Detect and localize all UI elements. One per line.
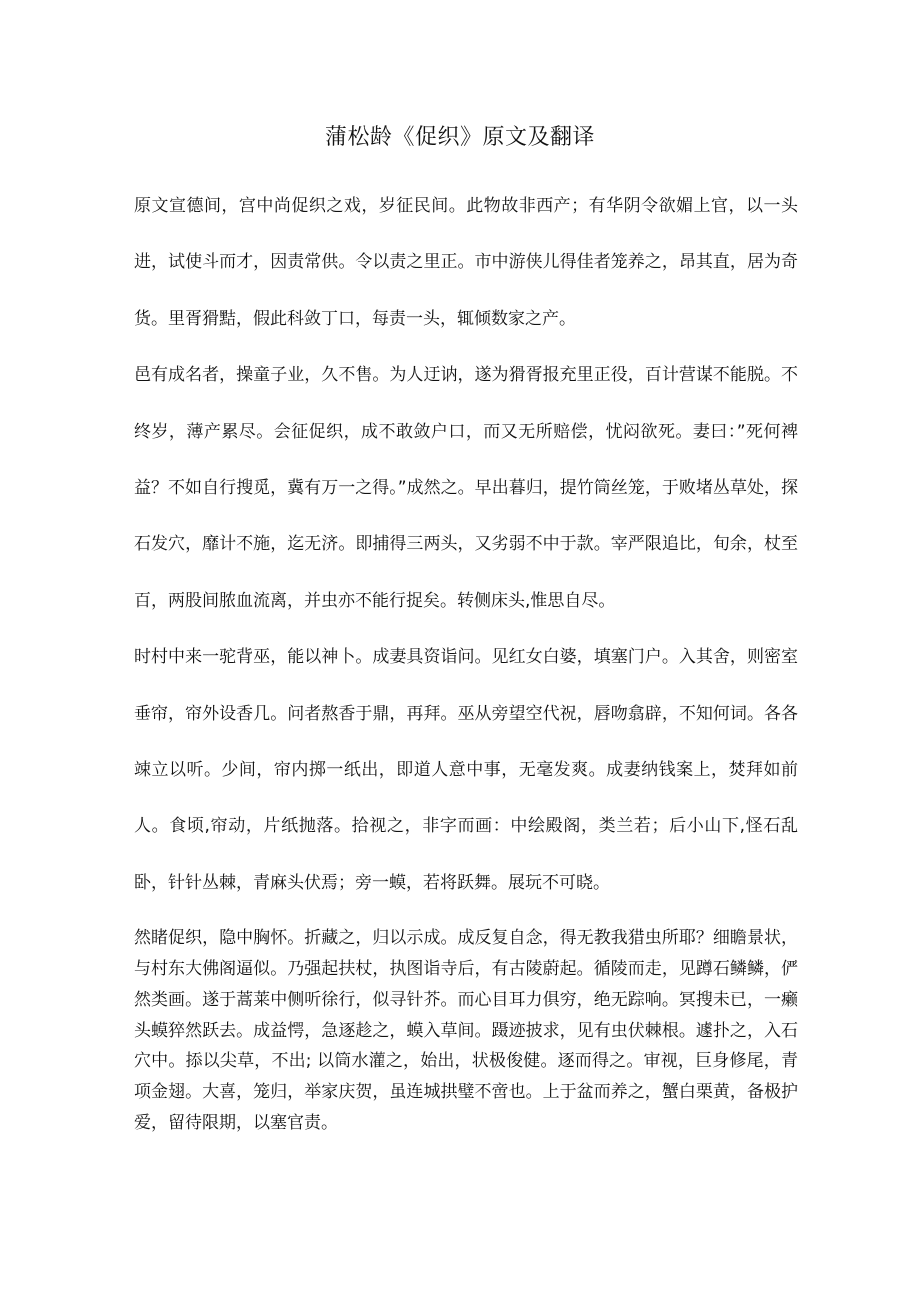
page-title: 蒲松龄《促织》原文及翻译 <box>324 125 595 150</box>
paragraph-1: 原文宣德间，宫中尚促织之戏，岁征民间。此物故非西产；有华阴令欲媚上官，以一头进，试使斗而才，因责常供。令以责之里正。市中游侠儿得佳者笼养之，昂其直，居为奇货。里胥猾黠，假此科敛丁口，每责一头，辄倾数家之产。 <box>134 196 798 329</box>
paragraph-4: 然睹促织，隐中胸怀。折藏之，归以示成。成反复自念，得无教我猎虫所耶？细瞻景状，与村东大佛阁逼似。乃强起扶杖，执图诣寺后，有古陵蔚起。循陵而走，见蹲石鳞鳞，俨然类画。遂于蒿莱中侧听徐行，似寻针芥。而心目耳力俱穷，绝无踪响。冥搜未已，一癞头蟆猝然跃去。成益愕，急逐趁之，蟆入草间。蹑迹披求，见有虫伏棘根。遽扑之，入石穴中。掭以尖草，不出; 以筒水灌之，始出，状极俊健。逐而得之。审视，巨身修尾，青项金翅。大喜，笼归，举家庆贺，虽连城拱璧不啻也。上于盆而养之，蟹白栗黄，备极护爱，留待限期，以塞官责。 <box>134 928 798 1134</box>
document-body <box>134 178 798 1139</box>
paragraph-2: 邑有成名者，操童子业，久不售。为人迂讷，遂为猾胥报充里正役，百计营谋不能脱。不终岁，薄产累尽。会征促织，成不敢敛户口，而又无所赔偿，忧闷欲死。妻曰：”死何裨益？不如自行搜觅，冀有万一之得。”成然之。早出暮归，提竹筒丝笼，于败堵丛草处，探石发穴，靡计不施，迄无济。即捕得三两头，又劣弱不中于款。宰严限追比，旬余，杖至百，两股间脓血流离，并虫亦不能行捉矣。转侧床头,惟思自尽。 <box>134 365 798 611</box>
paragraph-3: 时村中来一驼背巫，能以神卜。成妻具资诣问。见红女白婆，填塞门户。入其舍，则密室垂帘，帘外设香几。问者熬香于鼎，再拜。巫从旁望空代祝，唇吻翕辟，不知何词。各各竦立以听。少间，帘内掷一纸出，即道人意中事，无毫发爽。成妻纳钱案上，焚拜如前人。食顷,帘动，片纸抛落。拾视之，非字而画：中绘殿阁，类兰若；后小山下,怪石乱卧，针针丛棘，青麻头伏焉；旁一蟆，若将跃舞。展玩不可晓。 <box>134 647 798 893</box>
